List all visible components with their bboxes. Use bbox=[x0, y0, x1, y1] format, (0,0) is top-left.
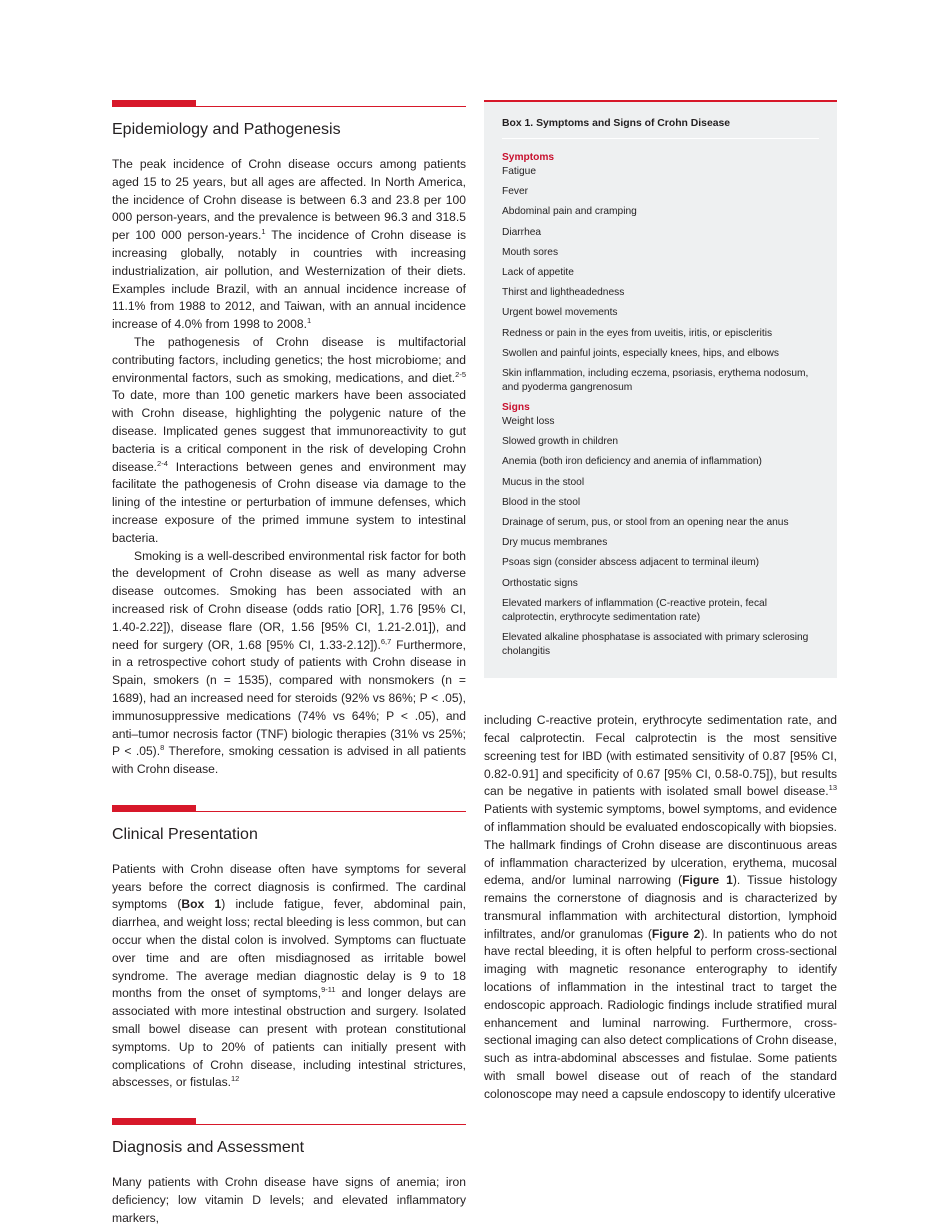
citation[interactable]: 9-11 bbox=[321, 985, 336, 995]
figure-1-link[interactable]: Figure 1 bbox=[682, 873, 733, 888]
section-title-epidemiology: Epidemiology and Pathogenesis bbox=[112, 121, 341, 138]
list-item: Weight loss bbox=[502, 416, 555, 428]
list-item: Mouth sores bbox=[502, 246, 559, 258]
list-item: Dry mucus membranes bbox=[502, 537, 608, 549]
list-item: Mucus in the stool bbox=[502, 476, 585, 488]
paragraph: The peak incidence of Crohn disease occurs among patients aged 15 to 25 years, but all ages are affected. In North America, the incidence of Crohn disease is between 6.3 and 23.8 per 100 000 person-years, and the prevalence is between 96.3 and 318.5 per 100 000 person-years.$^1$ The incidence of Crohn disease is increasing globally, notably in countries with increasing industrialization, air pollution, and Westernization of their diets. Examples include Brazil, with an annual incidence increase of 11.1% from 1988 to 2012, and Taiwan, with an annual incidence increase of 4.0% from 1998 to 2008.$^1$ bbox=[112, 157, 466, 332]
citation[interactable]: 8 bbox=[160, 743, 165, 753]
list-item: Slowed growth in children bbox=[502, 436, 619, 448]
list-item: Redness or pain in the eyes from uveitis, iritis, or episcleritis bbox=[502, 327, 773, 339]
section-body-clinical-presentation bbox=[112, 861, 466, 1092]
paragraph: The pathogenesis of Crohn disease is multifactorial contributing factors, including genetics; the host microbiome; and environmental factors, such as smoking, medications, and diet.$^{2-5}$ To date, more than 100 genetic markers have been associated with Crohn disease, highlighting the polygenic nature of the disease. Implicated genes suggest that immunoreactivity to gut bacteria is a critical component in the risk of developing Crohn disease.$^{2-4}$ Interactions between genes and environment may facilitate the pathogenesis of Crohn disease via damage to the lining of the intestine or perturbation of immune defenses, which increase exposure of the primed immune system to intestinal bacteria. bbox=[112, 334, 466, 545]
figure-2-link[interactable]: Figure 2 bbox=[651, 926, 701, 941]
signs-list bbox=[502, 415, 819, 659]
section-rule bbox=[112, 1118, 466, 1126]
right-column bbox=[484, 100, 837, 1104]
citation[interactable]: 2-5 bbox=[455, 369, 466, 379]
left-column bbox=[112, 100, 466, 1228]
paragraph: Smoking is a well-described environmental risk factor for both the development of Crohn disease as well as many adverse disease outcomes. Smoking has been associated with an increased risk of Crohn disease (odds ratio [OR], 1.76 [95% CI, 1.40-2.22]), disease flare (OR, 1.56 [95% CI, 1.21-2.01]), and need for surgery (OR, 1.68 [95% CI, 1.33-2.12]).$^{6,7}$ Furthermore, in a retrospective cohort study of patients with Crohn disease in Spain, smokers (n = 1535), compared with nonsmokers (n = 1689), had an increased need for steroids (92% vs 86%; P < .05), immunosuppressive medications (74% vs 64%; P < .05), and anti–tumor necrosis factor (TNF) biologic therapies (31% vs 25%; P < .05).$^8$ Therefore, smoking cessation is advised in all patients with Crohn disease. bbox=[112, 548, 466, 777]
list-item: Fatigue bbox=[502, 166, 536, 177]
list-item: Anemia (both iron deficiency and anemia of inflammation) bbox=[502, 456, 762, 468]
section-title-clinical-presentation: Clinical Presentation bbox=[112, 825, 258, 843]
list-item: Swollen and painful joints, especially knees, hips, and elbows bbox=[502, 347, 779, 359]
citation[interactable]: 13 bbox=[828, 783, 837, 793]
list-item: Drainage of serum, pus, or stool from an opening near the anus bbox=[502, 517, 789, 528]
list-item: Blood in the stool bbox=[502, 496, 581, 508]
list-item: Abdominal pain and cramping bbox=[502, 206, 637, 218]
section-rule bbox=[112, 805, 466, 813]
list-item: Psoas sign (consider abscess adjacent to terminal ileum) bbox=[502, 557, 760, 569]
box-signs-heading: Signs bbox=[502, 402, 530, 414]
section-title-diagnosis: Diagnosis and Assessment bbox=[112, 1139, 305, 1157]
list-item: Diarrhea bbox=[502, 226, 542, 238]
citation[interactable]: 1 bbox=[306, 316, 312, 326]
section-body-diagnosis-continued bbox=[484, 712, 837, 1104]
section-body-epidemiology bbox=[112, 156, 466, 779]
citation[interactable]: 1 bbox=[261, 227, 266, 237]
box-symptoms-heading: Symptoms bbox=[502, 152, 555, 163]
list-item: Lack of appetite bbox=[502, 266, 574, 278]
section-rule bbox=[112, 100, 466, 108]
box-reference-link[interactable]: Box 1 bbox=[181, 897, 222, 912]
box-1-symptoms-signs bbox=[484, 100, 837, 678]
section-body-diagnosis bbox=[112, 1174, 466, 1227]
symptoms-list bbox=[502, 165, 819, 395]
citation[interactable]: 12 bbox=[230, 1074, 240, 1084]
box-title: Box 1. Symptoms and Signs of Crohn Disease bbox=[502, 117, 819, 139]
list-item: Fever bbox=[502, 186, 529, 198]
list-item: Thirst and lightheadedness bbox=[502, 287, 625, 299]
paragraph: Patients with Crohn disease often have symptoms for several years before the correct diagnosis is confirmed. The cardinal symptoms (Box 1) include fatigue, fever, abdominal pain, diarrhea, and weight loss; rectal bleeding is less common, but can occur when the distal colon is involved. Symptoms can fluctuate over time and are often misdiagnosed as irritable bowel syndrome. The average median diagnostic delay is 9 to 18 months from the onset of symptoms,$^{9-11}$ and longer delays are associated with more intestinal obstruction and surgery. Isolated small bowel disease can present with protean constitutional symptoms. Up to 20% of patients can initially present with complications of Crohn disease, including intestinal strictures, abscesses, or fistulas.$^{12}$ bbox=[112, 861, 466, 1090]
paragraph: including C-reactive protein, erythrocyte sedimentation rate, and fecal calprotectin. Fecal calprotectin is the most sensitive screening test for IBD (with estimated sensitivity of 0.87 [95% CI, 0.82-0.91] and specificity of 0.67 [95% CI, 0.58-0.75]), but results can be negative in patients with isolated small bowel disease.$^{13}$ Patients with systemic symptoms, bowel symptoms, and evidence of inflammation should be evaluated endoscopically with biopsies. The hallmark findings of Crohn disease are discontinuous areas of inflammation characterized by ulceration, erythema, mucosal edema, and/or luminal narrowing (Figure 1). Tissue histology remains the cornerstone of diagnosis and is characterized by transmural inflammation with architectural distortion, lymphoid infiltrates, and/or granulomas (Figure 2). In patients who do not have rectal bleeding, it is often helpful to perform cross-sectional imaging with magnetic resonance enterography to identify locations of inflammation in the intestinal tract to target the endoscopic approach. Radiologic findings include stratified mural enhancement and luminal narrowing. Furthermore, cross-sectional imaging can also detect complications of Crohn disease, such as intra-abdominal abscesses and fistulae. Some patients with small bowel disease out of reach of the standard colonoscope may need a capsule endoscopy to identify ulcerative bbox=[484, 713, 838, 1101]
list-item: Urgent bowel movements bbox=[502, 307, 618, 319]
list-item: Elevated alkaline phosphatase is associated with primary sclerosing cholangitis bbox=[502, 631, 809, 657]
paragraph: Many patients with Crohn disease have signs of anemia; iron deficiency; low vitamin D levels; and elevated inflammatory markers, bbox=[112, 1175, 466, 1225]
list-item: Skin inflammation, including eczema, psoriasis, erythema nodosum, and pyoderma gangrenosum bbox=[502, 367, 809, 393]
citation[interactable]: 6,7 bbox=[380, 636, 392, 646]
citation[interactable]: 2-4 bbox=[157, 458, 168, 468]
list-item: Elevated markers of inflammation (C-reactive protein, fecal calprotectin, erythrocyte sedimentation rate) bbox=[502, 597, 767, 623]
list-item: Orthostatic signs bbox=[502, 577, 578, 589]
